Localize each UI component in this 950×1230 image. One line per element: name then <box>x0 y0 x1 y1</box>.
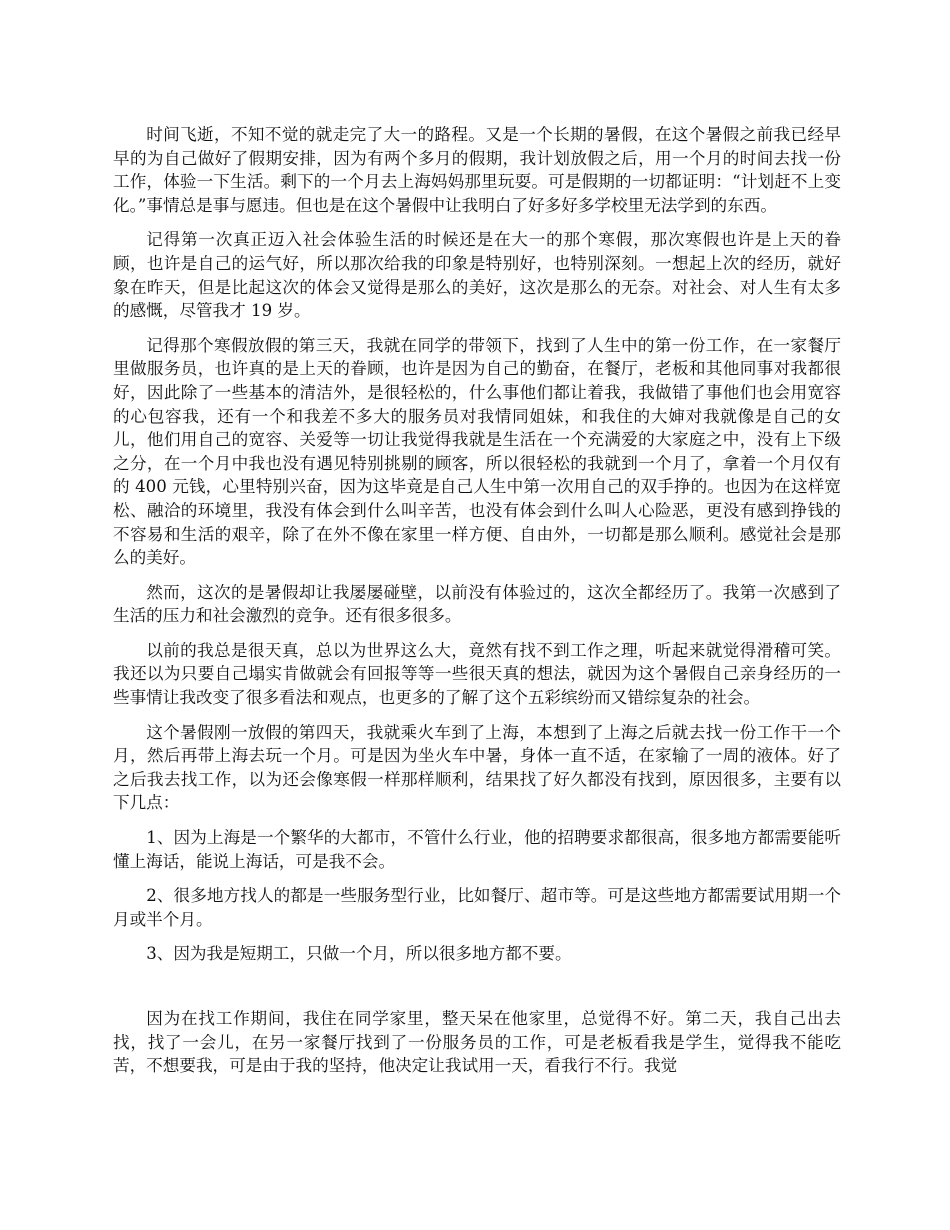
paragraph-6: 这个暑假刚一放假的第四天，我就乘火车到了上海，本想到了上海之后就去找一份工作干一个月，然后再带上海去玩一个月。可是因为坐火车中暑，身体一直不适，在家输了一周的液体。好了之后我去找工作，以为还会像寒假一样那样顺利，结果找了好久都没有找到，原因很多，主要有以下几点： <box>113 722 841 813</box>
paragraph-1: 时间飞逝，不知不觉的就走完了大一的路程。又是一个长期的暑假，在这个暑假之前我已经早早的为自己做好了假期安排，因为有两个多月的假期，我计划放假之后，用一个月的时间去找一份工作，体验一下生活。剩下的一个月去上海妈妈那里玩耍。可是假期的一切都证明：“计划赶不上变化。”事情总是事与愿违。但也是在这个暑假中让我明白了好多好多学校里无法学到的东西。 <box>113 125 841 215</box>
paragraph-7: 因为在找工作期间，我住在同学家里，整天呆在他家里，总觉得不好。第二天，我自己出去找，找了一会儿，在另一家餐厅找到了一份服务员的工作，可是老板看我是学生，觉得我不能吃苦，不想要我，可是由于我的坚持，他决定让我试用一天，看我行不行。我觉 <box>113 1009 841 1076</box>
paragraph-4: 然而，这次的是暑假却让我屡屡碰壁，以前没有体验过的，这次全都经历了。我第一次感到了生活的压力和社会激烈的竞争。还有很多很多。 <box>113 582 841 626</box>
paragraph-5: 以前的我总是很天真，总以为世界这么大，竟然有找不到工作之理，听起来就觉得滑稽可笑。我还以为只要自己塌实肯做就会有回报等等一些很天真的想法，就因为这个暑假自己亲身经历的一些事情让我改变了很多看法和观点，也更多的了解了这个五彩缤纷而又错综复杂的社会。 <box>113 640 841 708</box>
list-item-3: 3、因为我是短期工，只做一个月，所以很多地方都不要。 <box>146 944 572 964</box>
paragraph-2: 记得第一次真正迈入社会体验生活的时候还是在大一的那个寒假，那次寒假也许是上天的眷顾，也许是自己的运气好，所以那次给我的印象是特别好，也特别深刻。一想起上次的经历，就好象在昨天，但是比起这次的体会又觉得是那么的美好，这次是那么的无奈。对社会、对人生有太多的感慨，尽管我才 19 岁。 <box>113 230 841 321</box>
document-page <box>113 123 841 1089</box>
list-item-1: 1、因为上海是一个繁华的大都市，不管什么行业，他的招聘要求都很高，很多地方都需要能听懂上海话，能说上海话，可是我不会。 <box>113 828 841 871</box>
list-item-2: 2、很多地方找人的都是一些服务型行业，比如餐厅、超市等。可是这些地方都需要试用期一个月或半个月。 <box>113 886 841 929</box>
paragraph-3: 记得那个寒假放假的第三天，我就在同学的带领下，找到了人生中的第一份工作，在一家餐厅里做服务员，也许真的是上天的眷顾，也许是因为自己的勤奋，在餐厅，老板和其他同事对我都很好，因此除了一些基本的清洁外，是很轻松的，什么事他们都让着我，我做错了事他们也会用宽容的心包容我，还有一个和我差不多大的服务员对我情同姐妹，和我住的大婶对我就像是自己的女儿，他们用自己的宽容、关爱等一切让我觉得我就是生活在一个充满爱的大家庭之中，没有上下级之分，在一个月中我也没有遇见特别挑剔的顾客，所以很轻松的我就到一个月了，拿着一个月仅有的 400 元钱，心里特别兴奋，因为这毕竟是自己人生中第一次用自己的双手挣的。也因为在这样宽松、融洽的环境里，我没有体会到什么叫辛苦，也没有体会到什么叫人心险恶，更没有感到挣钱的不容易和生活的艰辛，除了在外不像在家里一样方便、自由外，一切都是那么顺利。感觉社会是那么的美好。 <box>113 335 841 568</box>
